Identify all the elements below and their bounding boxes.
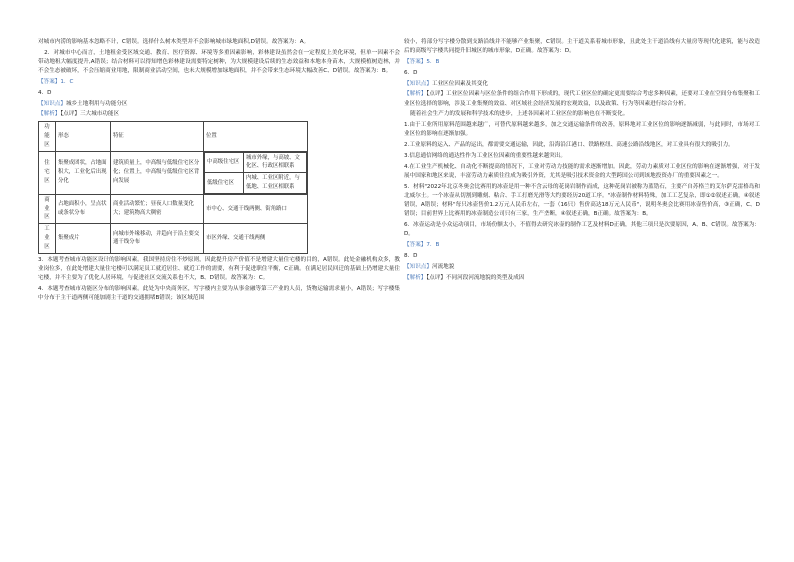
table-cell-zone: 住宅区 (39, 151, 56, 194)
table-row-residential (39, 151, 308, 194)
analysis-tag: 【解析】 (404, 274, 427, 281)
sub-location-low: 内城、工业区附近，与低地、工业区相联系 (244, 173, 307, 194)
paragraph-development: 随着社会生产力的发展和科学技术的进步，上述各因素对工业区位的影响也在不断变化。 (410, 111, 629, 118)
list-item-1: 1.由于工业所用原料范围越来越广，可替代原料越来越多，加之交通运输条件的改善，原料地对工业区位的影响逐渐减弱，与此同时，市场对工业区位的影响在逐渐加强。 (404, 122, 760, 138)
table-header-cell: 特征 (111, 122, 204, 151)
paragraph-continued: 对城市内涝的影响基本忽略不计，C错误。选择什么树木类型并不会影响城市绿地面积,D错误。故答案为：A。 (38, 39, 310, 45)
right-column (404, 38, 760, 284)
residential-subtable (204, 152, 307, 194)
question-number-8: 8．D (404, 252, 418, 259)
table-cell-form: 占地面积小，呈点状或条状分布 (56, 194, 111, 223)
table-cell-form: 集聚成片 (56, 224, 111, 253)
sub-location-high: 城市外缘，与高坡、文化区、行政区相联系 (244, 152, 307, 173)
analysis-tag: 【解析】 (404, 91, 427, 98)
sub-label-high: 中高级住宅区 (205, 152, 244, 173)
question-number-6: 6．D (404, 69, 418, 76)
table-cell-zone: 工业区 (39, 224, 56, 253)
analysis-text: 【点评】三大城市功能区 (60, 111, 120, 118)
knowledge-point-text: 河流地貌 (431, 263, 455, 270)
table-row-industrial (39, 224, 308, 253)
table-cell-feature: 向城市外缘移动，并趋向于沿主要交通干线分布 (111, 224, 204, 253)
list-item-4: 4.在工业生产机械化、自动化不断提高的情况下，工业对劳动力技能的需求逐渐增加。因此，劳动力素质对工业区位的影响在逐渐增强，对于发展中国家和地区来说，丰富劳动力素质往往成为吸引外资，尤其是吸引技术资金的大型跨国公司到该地投资办厂的重要因素之一。 (404, 163, 760, 179)
knowledge-point-8 (404, 263, 760, 272)
paragraph-continued: 较小，将部分写字楼分散到支路沿线并不能够产业集聚，C错误。主干道关系着城市形象，且此处主干道沿线有大量房等现代化建筑，能与改造后的高级写字楼共同提升旧城区的城市形象，D正确。故答案为：D。 (404, 39, 760, 55)
functional-zone-table (38, 121, 308, 253)
paragraph-q6: 6．冰壶运动是小众运动项目，市场份额太小，不值得去研究冰壶的制作工艺及材料D正确，其他三项只是次要原因，A、B、C错误。故答案为：D。 (404, 222, 760, 238)
table-header-cell: 功能区 (39, 122, 56, 151)
table-header-cell: 形态 (56, 122, 111, 151)
paragraph-q3: 3．本题考查城市功能区设计的影响因素。我国坚持房住不炒原则，因此提升房产价值不是增建大量住宅楼的目的，A错误。此处金融机构众多，教业岗位多，在此处增建大量住宅楼可以满足员工就近居住、就近工作的需要，有利于促进职住平衡，C正确。在满足居民回迁的基础上仍增建大量住宅楼，并不主要为了优化人居环境，与促进社区交流关系也不大，B、D错误。故答案为：C。 (38, 256, 400, 281)
analysis-text: 【点评】工业区位因素与区位条件的组合作用下形成的，现代工业区位的确定更需要综合考虑多种因素，还要对工业在空间分布集聚和工业区位选择的影响，涉及工业集聚的效益、对区域社会经济发展的宏观效益，以及政策、行为等因素进行综合分析。 (404, 91, 760, 107)
table-cell-location (204, 151, 308, 194)
question-number-4: 4．D (38, 89, 52, 96)
analysis-6 (404, 90, 760, 108)
table-cell-feature: 商业活动繁忙；昼夜人口数量变化大；建筑物高大稠密 (111, 194, 204, 223)
answer-line-7: 【答案】7．B (404, 242, 440, 249)
table-cell-location: 市中心、交通干线两侧、街角路口 (204, 194, 308, 223)
table-cell-location: 市区外缘、交通干线两侧 (204, 224, 308, 253)
table-cell-zone: 商业区 (39, 194, 56, 223)
paragraph-q5: 5．材料"2022年北京冬奥会比赛用的冰壶是用一种不含云母的花岗岩制作而成，这种花岗岩被称为蓝锆石，主要产自苏格兰的艾尔萨克雷格岛和北威尔士。一个冰壶从切割到雕刻、粘合、手工打磨光滑等大约要经历20道工序。"冰壶制作材料特殊，加工工艺复杂，即①②叙述正确，④叙述错误，A错误；材料"每只冰壶售价1.2万元人民币左右，一套（16只）售价高达18万元人民币"，说明冬奥会比赛用冰壶售价高，③正确，C、D错误；目前世界上比赛用的冰壶制造公司只有三家，生产垄断，④叙述正确，B正确。故答案为：B。 (404, 183, 760, 218)
knowledge-point-tag: 【知识点】 (38, 100, 66, 107)
table-cell-form: 集聚成团状，占地面积大，工业化后出现分化 (56, 151, 111, 194)
analysis-text: 【点评】不同河段河流地貌的类型及成因 (426, 274, 525, 281)
table-header-row (39, 122, 308, 151)
table-row-commercial (39, 194, 308, 223)
knowledge-point-text: 城乡土地利用与功能分区 (65, 100, 128, 107)
paragraph-q4: 4．本题考查城市功能区分布的影响因素。此处为中央商务区，写字楼内主要为从事金融等第三产业的人员，货物运输需求量小，A错误；写字楼集中分布于主干道两侧可能加剧主干道的交通拥堵B错误；该区域范围 (38, 285, 400, 301)
knowledge-point-tag: 【知识点】 (404, 80, 432, 87)
analysis-tag: 【解析】 (38, 111, 61, 118)
knowledge-point-text: 工业区位因素及其变化 (431, 80, 488, 87)
answer-line-1: 【答案】1．C (38, 79, 74, 85)
left-column (38, 38, 400, 305)
analysis-4 (38, 110, 400, 119)
answer-line-5: 【答案】5．B (404, 59, 440, 65)
knowledge-point-tag: 【知识点】 (404, 263, 432, 270)
table-header-cell: 位置 (204, 122, 308, 151)
list-item-3: 3.信息通信网络的通达性作为工业区位因素的重要性越来越突出。 (404, 152, 566, 159)
paragraph-q2: 2．对城市中心而言，土地租金受区域交通、教育、医疗资源、环境等多重因素影响，彩林建设虽然会在一定程度上美化环境，但单一因素不会带动地租大幅度提升,A错误；结合材料可以得知增色彩林建设需要特定树种，为大规模建设后续的生态效益和本地本身苗木，大规模植树造林，并不会生态被破坏，不会压缩商业用地，限制商业活动空间，也未大规模增加绿地面积，并不会带来生态环境大幅改善C、D错误。故答案为：B。 (38, 49, 400, 75)
table-cell-feature: 建筑质量上，中高级与低级住宅区分化；位置上，中高级与低级住宅区背向发展 (111, 151, 204, 194)
knowledge-point-4 (38, 100, 400, 109)
list-item-2: 2.工业原料的运入、产品的运出，都需要交通运输，因此，沿海沿江港口、铁路枢纽、高速公路沿线地区，对工业具有很大的吸引力。 (404, 142, 734, 149)
analysis-8 (404, 274, 760, 283)
sub-label-low: 低级住宅区 (205, 173, 244, 194)
knowledge-point-6 (404, 80, 760, 89)
